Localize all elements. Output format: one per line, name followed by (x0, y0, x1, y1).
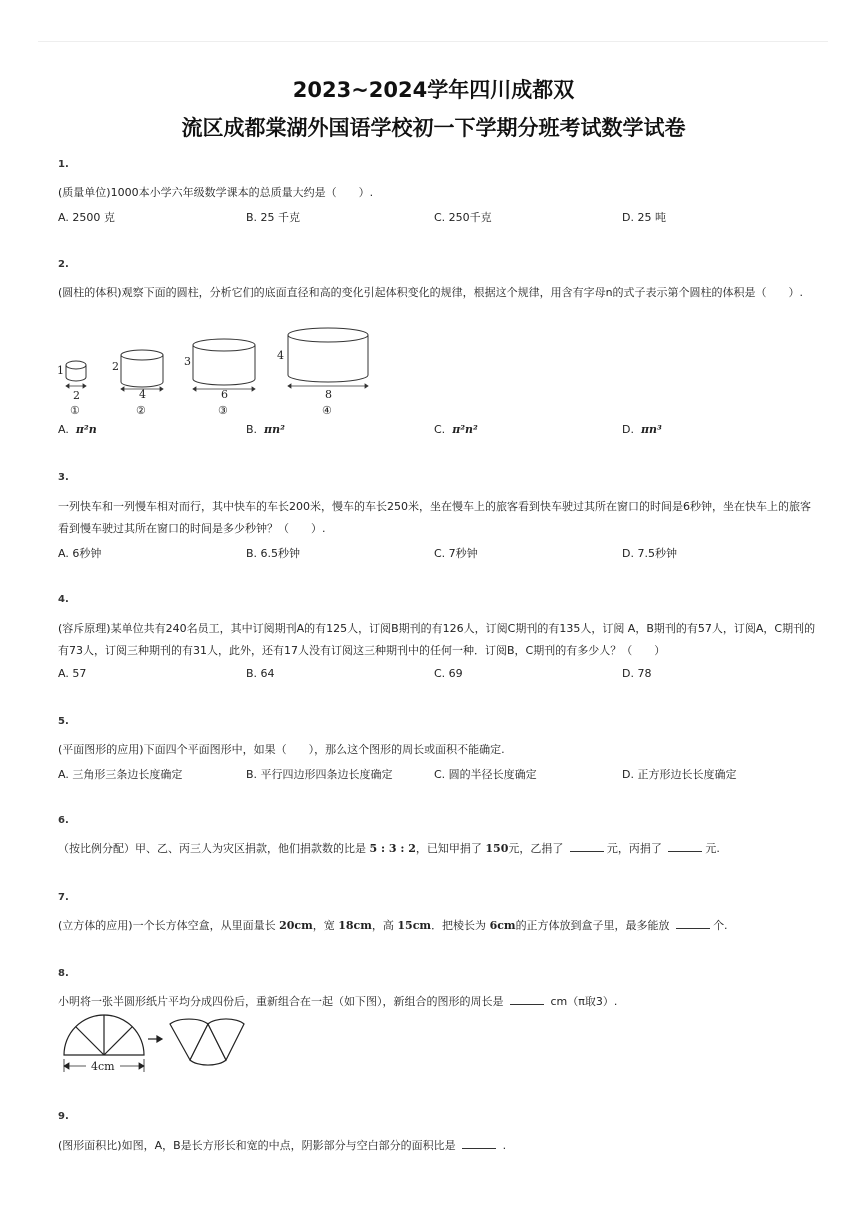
cylinder-height-label: 2 (112, 360, 119, 373)
cylinder-index-label: ③ (218, 404, 228, 417)
cylinder-index-label: ② (136, 404, 146, 417)
top-rule (38, 41, 828, 42)
answer-blank[interactable] (676, 918, 710, 929)
page-title-line2: 流区成都棠湖外国语学校初一下学期分班考试数学试卷 (181, 116, 686, 140)
option-d[interactable]: D. 正方形边长长度确定 (622, 768, 737, 781)
option-a[interactable]: A. 57 (58, 667, 87, 680)
question-text: (质量单位)1000本小学六年级数学课本的总质量大约是（ ）. (58, 186, 374, 199)
option-a[interactable]: A. 三角形三条边长度确定 (58, 768, 183, 781)
option-c[interactable]: C. 69 (434, 667, 463, 680)
option-letter: A. (58, 423, 69, 436)
question-text: (立方体的应用)一个长方体空盒，从里面量长 20cm，宽 18cm，高 15cm．把棱长为 6cm的正方体放到盒子里，最多能放 个. (58, 919, 728, 932)
option-c[interactable]: C. 250千克 (434, 211, 492, 224)
question-text: 一列快车和一列慢车相对而行，其中快车的车长200米，慢车的车长250米，坐在慢车上的旅客看到快车驶过其所在窗口的时间是6秒钟，坐在快车上的旅客看到慢车驶过其所在窗口的时间是多少秒钟？（ ）. (58, 500, 811, 535)
question-number: 3. (58, 472, 69, 483)
cylinder-height-label: 1 (57, 364, 64, 377)
question-number: 1. (58, 159, 69, 170)
option-a[interactable]: A. 2500 克 (58, 211, 115, 224)
option-c[interactable]: C. 圆的半径长度确定 (434, 768, 537, 781)
option-formula: π²n (75, 423, 97, 436)
option-b[interactable]: B. 6.5秒钟 (246, 547, 301, 560)
semicircle-figure (58, 1012, 248, 1074)
option-formula: πn² (264, 423, 285, 436)
option-d[interactable]: D. 78 (622, 667, 652, 680)
cylinder-diameter-label: 6 (221, 388, 228, 401)
page-title-line1: 2023~2024学年四川成都双 (292, 78, 575, 102)
cylinder-index-label: ④ (322, 404, 332, 417)
option-formula: π²n² (452, 423, 478, 436)
option-formula: πn³ (640, 423, 662, 436)
option-c[interactable] (434, 423, 478, 436)
option-d[interactable]: D. 25 吨 (622, 211, 666, 224)
option-b[interactable]: B. 25 千克 (246, 211, 301, 224)
option-a[interactable] (58, 423, 97, 436)
cylinder-index-label: ① (70, 404, 80, 417)
question-text: (容斥原理)某单位共有240名员工，其中订阅期刊A的有125人，订阅B期刊的有126人，订阅C期刊的有135人，订阅 A，B期刊的有57人，订阅A，C期刊的有73人，订阅三种期刊的有31人，此外，还有17人没有订阅这三种期刊中的任何一种．订阅B，C期刊的有多少人？（ ） (58, 622, 816, 657)
question-text: 小明将一张半圆形纸片平均分成四份后，重新组合在一起（如下图），新组合的图形的周长是 cm（π取3）. (58, 995, 618, 1008)
cylinder-diameter-label: 2 (73, 389, 80, 402)
diameter-label: 4cm (91, 1060, 115, 1073)
option-d[interactable]: D. 7.5秒钟 (622, 547, 677, 560)
cylinder-height-label: 4 (277, 349, 284, 362)
cylinder-diameter-label: 8 (325, 388, 332, 401)
question-number: 6. (58, 815, 69, 826)
option-d[interactable] (622, 423, 662, 436)
cylinder-diameter-label: 4 (139, 388, 146, 401)
question-text: （按比例分配）甲、乙、丙三人为灾区捐款，他们捐款数的比是 5 : 3 : 2，已知甲捐了 150元，乙捐了 元，丙捐了 元. (58, 842, 720, 855)
question-text: (圆柱的体积)观察下面的圆柱，分析它们的底面直径和高的变化引起体积变化的规律，根据这个规律，用含有字母n的式子表示第个圆柱的体积是（ ）. (58, 286, 804, 299)
answer-blank[interactable] (668, 841, 702, 852)
question-number: 9. (58, 1111, 69, 1122)
question-number: 4. (58, 594, 69, 605)
question-text: (图形面积比)如图，A，B是长方形长和宽的中点，阴影部分与空白部分的面积比是 . (58, 1139, 507, 1152)
answer-blank[interactable] (462, 1138, 496, 1149)
option-letter: B. (246, 423, 258, 436)
option-letter: C. (434, 423, 446, 436)
question-number: 7. (58, 892, 69, 903)
option-b[interactable]: B. 64 (246, 667, 275, 680)
answer-blank[interactable] (570, 841, 604, 852)
cylinders-figure (55, 325, 385, 420)
option-b[interactable] (246, 423, 285, 436)
answer-blank[interactable] (510, 994, 544, 1005)
option-b[interactable]: B. 平行四边形四条边长度确定 (246, 768, 393, 781)
option-c[interactable]: C. 7秒钟 (434, 547, 478, 560)
question-number: 5. (58, 716, 69, 727)
option-a[interactable]: A. 6秒钟 (58, 547, 102, 560)
question-number: 2. (58, 259, 69, 270)
question-number: 8. (58, 968, 69, 979)
option-letter: D. (622, 423, 634, 436)
question-text: (平面图形的应用)下面四个平面图形中，如果（ ），那么这个图形的周长或面积不能确定. (58, 743, 505, 756)
cylinder-height-label: 3 (184, 355, 191, 368)
